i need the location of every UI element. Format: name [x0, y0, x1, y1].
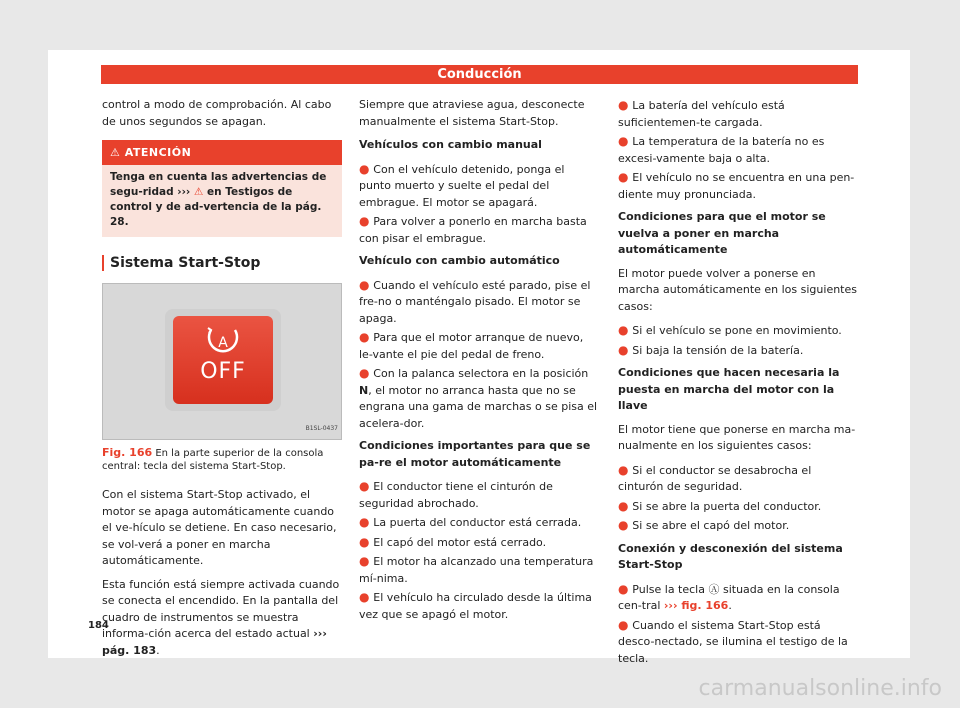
section-header: Conducción: [101, 65, 858, 84]
figure-caption: [102, 446, 342, 473]
subheading: Condiciones que hacen necesaria la puesta en marcha del motor con la llave: [618, 366, 840, 412]
bullet-icon: ●: [359, 479, 374, 493]
paragraph: El motor puede volver a ponerse en marcha automáticamente en los siguientes casos:: [618, 266, 857, 313]
bullet-icon: ●: [618, 98, 633, 112]
list-item-text: Si se abre la puerta del conductor.: [632, 499, 822, 513]
warning-icon: ⚠: [193, 185, 204, 198]
bullet-icon: ●: [618, 518, 633, 532]
list-item: [359, 534, 599, 552]
bullet-icon: ●: [359, 554, 374, 568]
paragraph: [102, 577, 342, 660]
warning-body: [102, 165, 342, 237]
list-item: [359, 329, 599, 363]
subheading: Condiciones para que el motor se vuelva a poner en marcha automáticamente: [618, 210, 826, 256]
warning-header: [102, 142, 342, 165]
watermark: carmanualsonline.info: [698, 676, 942, 701]
bullet-icon: ●: [359, 277, 374, 292]
subheading: Conexión y desconexión del sistema Start-Stop: [618, 541, 843, 571]
bullet-icon: ●: [359, 534, 374, 549]
svg-text:A: A: [218, 335, 228, 351]
figure-reference-link[interactable]: ››› fig. 166: [663, 599, 729, 612]
warning-text: Tenga en cuenta las advertencias de segu-ridad ›››: [110, 170, 327, 198]
list-item: [618, 498, 860, 516]
list-item-text: Pulse la tecla: [632, 582, 705, 596]
paragraph: Con el sistema Start-Stop activado, el motor se apaga automáticamente cuando el ve-hículo se detiene. En caso necesario, se vol-verá a poner en marcha automáticamente.: [102, 488, 337, 567]
column-1: [102, 97, 342, 666]
list-item: [359, 478, 599, 512]
list-item-text: Si se abre el capó del motor.: [632, 519, 790, 532]
list-item-text: Con el vehículo detenido, ponga el punto muerto y suelte el pedal del embrague. El motor se apagará.: [359, 162, 565, 209]
list-item-text: La temperatura de la batería no es excesi-vamente baja o alta.: [618, 135, 825, 165]
list-item-text: Si baja la tensión de la batería.: [632, 343, 804, 357]
paragraph: control a modo de comprobación. Al cabo de unos segundos se apagan.: [102, 98, 332, 128]
list-item: [359, 589, 599, 623]
paragraph: Siempre que atraviese agua, desconecte manualmente el sistema Start-Stop.: [359, 98, 585, 128]
list-item-text: El vehículo no se encuentra en una pen-diente muy pronunciada.: [618, 171, 855, 201]
bullet-icon: ●: [359, 161, 374, 176]
subheading: Vehículos con cambio manual: [359, 138, 542, 151]
bullet-icon: ●: [359, 590, 374, 604]
gear-position-n: N: [359, 383, 369, 397]
bullet-icon: ●: [618, 462, 633, 477]
bullet-icon: ●: [618, 617, 633, 632]
figure-code: B1SL-0437: [305, 424, 338, 432]
list-item: [618, 617, 860, 668]
list-item-text: Si el vehículo se pone en movimiento.: [632, 324, 842, 337]
list-item-text: Para volver a ponerlo en marcha basta con pisar el embrague.: [359, 215, 587, 245]
list-item-text: , el motor no arranca hasta que no se engrana una gama de marchas o se pisa el acelera-dor.: [359, 383, 598, 430]
list-item-text: El capó del motor está cerrado.: [373, 535, 547, 549]
section-title: Sistema Start-Stop: [102, 255, 342, 272]
list-item-text: El conductor tiene el cinturón de seguridad abrochado.: [359, 480, 553, 510]
column-3: [618, 97, 860, 669]
bullet-icon: ●: [618, 134, 633, 148]
bullet-icon: ●: [359, 515, 374, 529]
list-item: [618, 342, 860, 360]
bullet-icon: ●: [618, 170, 633, 184]
start-stop-key-icon: Ⓐ: [708, 582, 720, 596]
punctuation: .: [156, 643, 160, 657]
paragraph-text: Esta función está siempre activada cuando se conecta el encendido. En la pantalla del cuadro de instrumentos se muestra informa-ción acerca del estado actual: [102, 577, 340, 640]
off-label: OFF: [200, 359, 246, 384]
bullet-icon: ●: [359, 214, 374, 228]
list-item: [618, 97, 860, 131]
list-item: [359, 213, 599, 247]
bullet-icon: ●: [359, 366, 374, 380]
column-2: [359, 97, 599, 625]
list-item: [359, 553, 599, 587]
bullet-icon: ●: [618, 498, 633, 513]
caption-text: En la parte superior de la consola central: tecla del sistema Start-Stop.: [102, 448, 324, 472]
bullet-icon: ●: [618, 581, 633, 596]
list-item-text: La puerta del conductor está cerrada.: [373, 516, 582, 529]
page-reference-link[interactable]: ››› pág. 183: [102, 627, 327, 657]
list-item-text: Cuando el sistema Start-Stop está desco-nectado, se ilumina el testigo de la tecla.: [618, 618, 848, 665]
bullet-icon: ●: [618, 342, 633, 357]
list-item-text: Para que el motor arranque de nuevo, le-vante el pie del pedal de freno.: [359, 331, 584, 361]
list-item: [618, 133, 860, 167]
list-item: [359, 514, 599, 532]
list-item: [618, 462, 860, 496]
figure-label: Fig. 166: [102, 446, 153, 459]
list-item-text: El motor ha alcanzado una temperatura mí-nima.: [359, 555, 594, 585]
list-item: [359, 365, 599, 432]
list-item-text: situada en la consola cen-tral: [618, 582, 840, 612]
bullet-icon: ●: [359, 330, 374, 344]
list-item: [618, 169, 860, 203]
page-number: 184: [88, 620, 109, 631]
list-item: [618, 322, 860, 340]
figure-image: [102, 283, 342, 440]
warning-link-text[interactable]: en Testigos de control y de ad-vertencia de la pág. 28.: [110, 185, 322, 228]
warning-title: ATENCIÓN: [124, 146, 192, 159]
warning-icon: ⚠: [110, 146, 121, 159]
paragraph: El motor tiene que ponerse en marcha ma-nualmente en los siguientes casos:: [618, 422, 856, 452]
warning-box: [102, 140, 342, 237]
subheading: Vehículo con cambio automático: [359, 254, 560, 267]
list-item-text: La batería del vehículo está suficientemen-te cargada.: [618, 99, 785, 129]
bullet-icon: ●: [618, 323, 633, 337]
list-item-text: Si el conductor se desabrocha el cinturón de seguridad.: [618, 463, 812, 493]
list-item: [618, 581, 860, 615]
punctuation: .: [728, 599, 732, 612]
list-item: [359, 277, 599, 328]
list-item: [359, 161, 599, 212]
list-item-text: Con la palanca selectora en la posición: [373, 367, 589, 380]
subheading: Condiciones importantes para que se pa-re el motor automáticamente: [359, 439, 591, 469]
list-item-text: Cuando el vehículo esté parado, pise el fre-no o manténgalo pisado. El motor se apaga.: [359, 278, 591, 325]
list-item-text: El vehículo ha circulado desde la última vez que se apagó el motor.: [359, 591, 592, 621]
list-item: [618, 517, 860, 535]
